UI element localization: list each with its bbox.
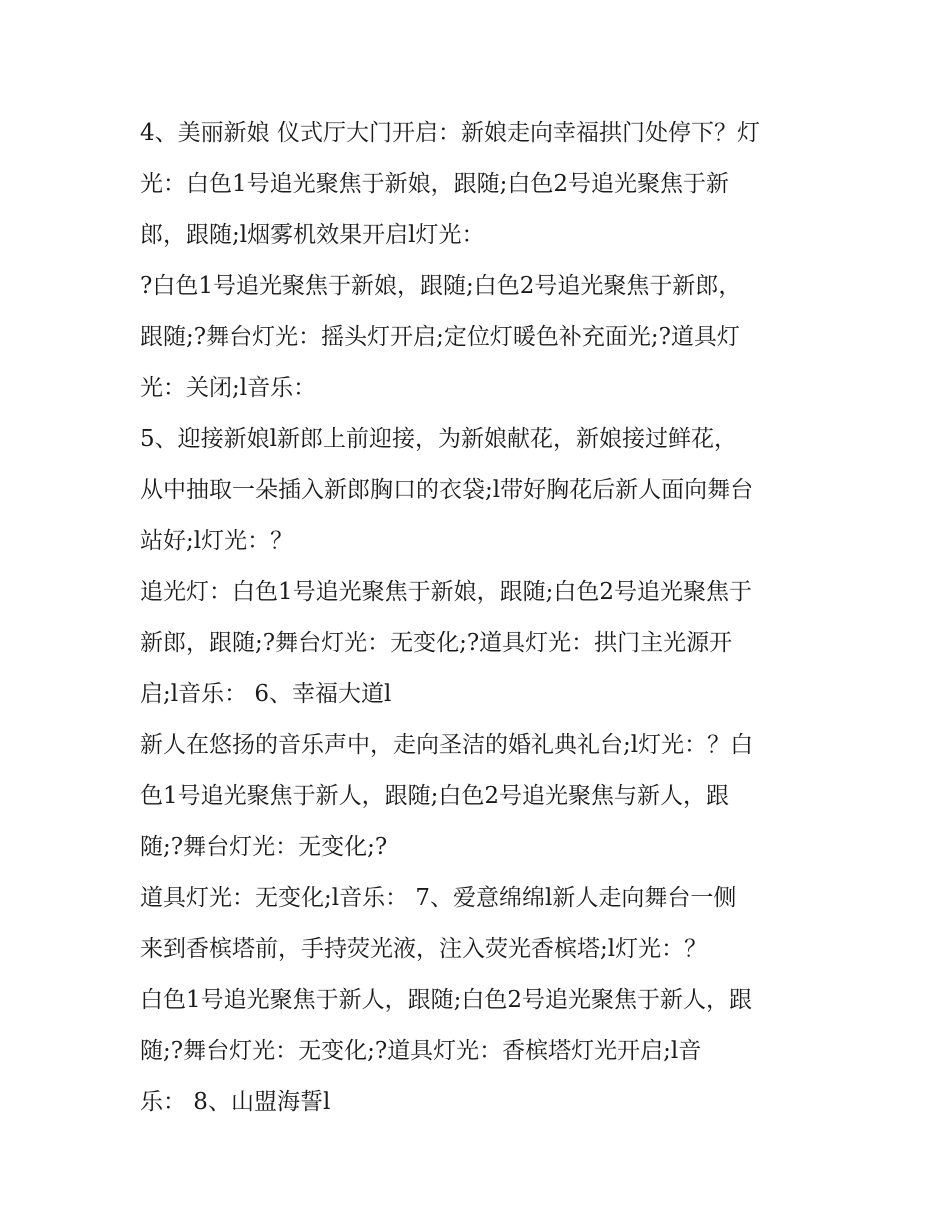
text-line-19: 随;?舞台灯光：无变化;?道具灯光：香槟塔灯光开启;l音: [140, 1038, 702, 1064]
text-line-2: 光：白色1号追光聚焦于新娘，跟随;白色2号追光聚焦于新: [140, 171, 730, 197]
text-line-15: 随;?舞台灯光：无变化;?: [140, 834, 388, 860]
text-line-20: 乐： 8、山盟海誓l: [140, 1089, 331, 1115]
text-line-1: 4、美丽新娘 仪式厅大门开启：新娘走向幸福拱门处停下？灯: [140, 120, 760, 146]
text-line-12: 启;l音乐： 6、幸福大道l: [140, 681, 392, 707]
text-line-5: 跟随;?舞台灯光：摇头灯开启;定位灯暖色补充面光;?道具灯: [140, 324, 740, 350]
text-line-10: 追光灯：白色1号追光聚焦于新娘，跟随;白色2号追光聚焦于: [140, 579, 753, 605]
body-text: [140, 108, 830, 1128]
text-line-3: 郎，跟随;l烟雾机效果开启l灯光：: [140, 222, 485, 248]
text-line-6: 光：关闭;l音乐：: [140, 375, 317, 401]
text-line-11: 新郎，跟随;?舞台灯光：无变化;?道具灯光：拱门主光源开: [140, 630, 733, 656]
text-line-16: 道具灯光：无变化;l音乐： 7、爱意绵绵l新人走向舞台一侧: [140, 885, 737, 911]
text-line-18: 白色1号追光聚焦于新人，跟随;白色2号追光聚焦于新人，跟: [140, 987, 753, 1013]
text-line-13: 新人在悠扬的音乐声中，走向圣洁的婚礼典礼台;l灯光：？白: [140, 732, 754, 758]
text-line-7: 5、迎接新娘l新郎上前迎接，为新娘献花，新娘接过鲜花，: [140, 426, 737, 452]
text-line-4: ?白色1号追光聚焦于新娘，跟随;白色2号追光聚焦于新郎，: [140, 273, 742, 299]
text-line-17: 来到香槟塔前，手持荧光液，注入荧光香槟塔;l灯光：？: [140, 936, 708, 962]
text-line-9: 站好;l灯光：？: [140, 528, 294, 554]
text-line-8: 从中抽取一朵插入新郎胸口的衣袋;l带好胸花后新人面向舞台: [140, 477, 754, 503]
text-line-14: 色1号追光聚焦于新人，跟随;白色2号追光聚焦与新人，跟: [140, 783, 730, 809]
